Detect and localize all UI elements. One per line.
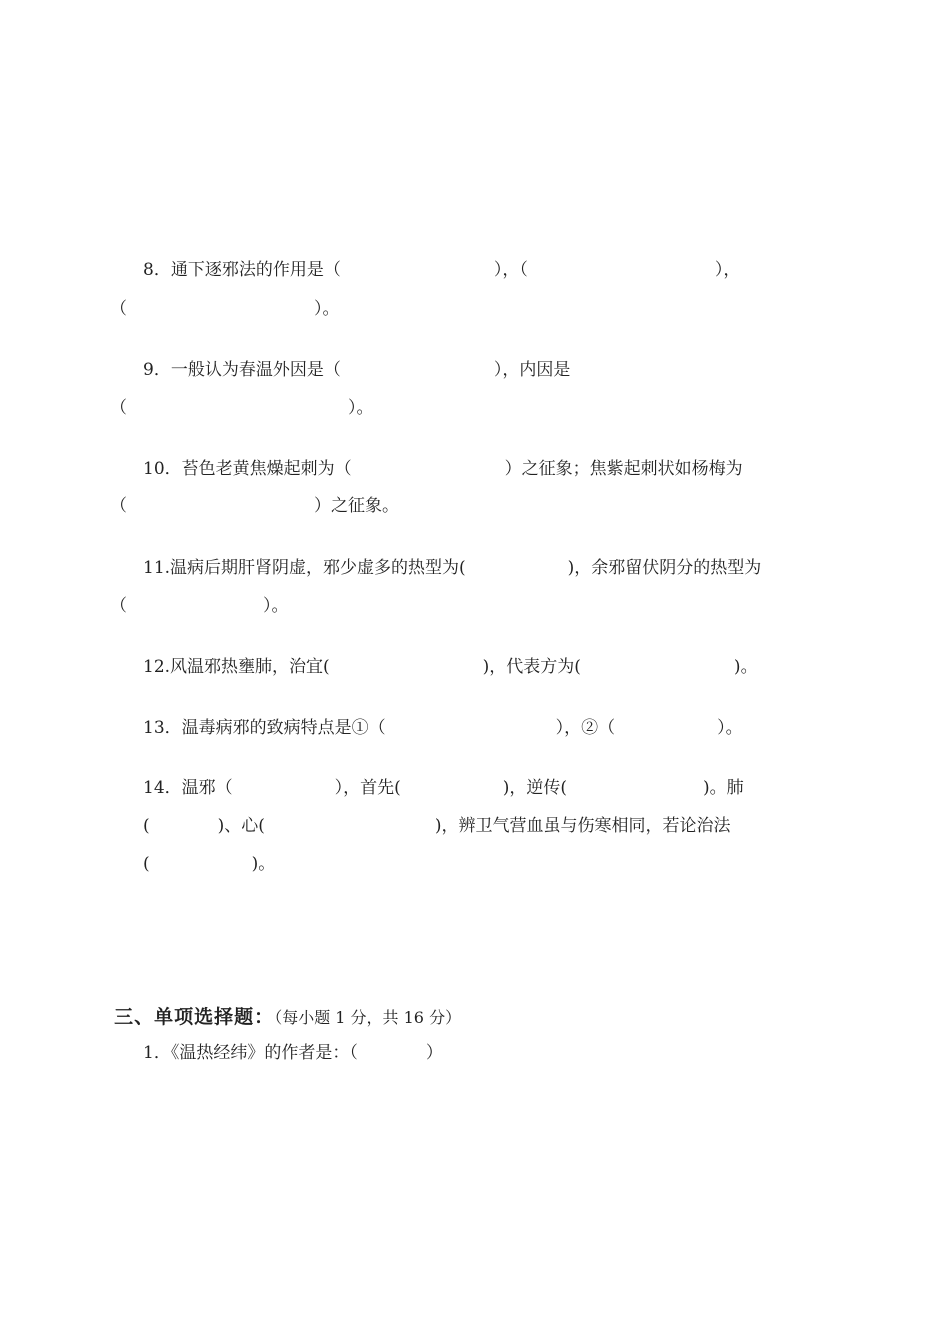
question-12-line-1: 12.风温邪热壅肺，治宜( )，代表方为( )。 (143, 657, 758, 677)
question-11-line-1: 11.温病后期肝肾阴虚，邪少虚多的热型为( )，余邪留伏阴分的热型为 (143, 558, 762, 578)
question-13-line-1: 13．温毒病邪的致病特点是①（ ），②（ ）。 (143, 718, 743, 738)
question-8-line-2: （ ）。 (110, 299, 340, 319)
question-9-line-1: 9．一般认为春温外因是（ ），内因是 (143, 360, 571, 380)
question-14-line-2: ( )、心( )，辨卫气营血虽与伤寒相同，若论治法 (143, 816, 731, 836)
section-3-title: 三、单项选择题： (114, 1006, 275, 1028)
section-3-score-note: （每小题 1 分，共 16 分） (274, 1008, 462, 1027)
question-14-line-3: ( )。 (143, 854, 276, 874)
choice-question-1: 1．《温热经纬》的作者是：（ ） (143, 1043, 443, 1063)
question-14-line-1: 14．温邪（ ），首先( )，逆传( )。肺 (143, 778, 744, 798)
question-11-line-2: （ ）。 (110, 596, 289, 616)
question-9-line-2: （ ）。 (110, 398, 374, 418)
section-3-heading (104, 975, 461, 1032)
question-8-line-1: 8．通下逐邪法的作用是（ ），（ ）， (143, 260, 741, 280)
question-10-line-2: （ ）之征象。 (110, 496, 399, 516)
question-10-line-1: 10．苔色老黄焦燥起刺为（ ）之征象；焦紫起刺状如杨梅为 (143, 459, 743, 479)
